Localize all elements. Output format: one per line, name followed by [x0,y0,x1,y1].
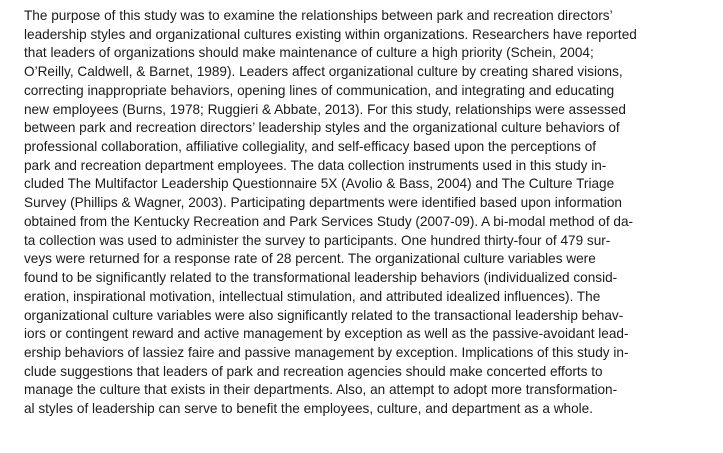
abstract-line: correcting inappropriate behaviors, opening lines of communication, and integrating and educating [24,82,615,98]
abstract-line: O’Reilly, Caldwell, & Barnet, 1989). Leaders affect organizational culture by creating shared visions, [24,64,623,80]
abstract-line: ership behaviors of lassiez faire and passive management by exception. Implications of this study in- [24,344,629,360]
abstract-line: that leaders of organizations should make maintenance of culture a high priority (Schein, 2004; [24,45,594,61]
abstract-line: leadership styles and organizational cultures existing within organizations. Researchers have reported [24,26,637,42]
abstract-line: clude suggestions that leaders of park and recreation agencies should make concerted efforts to [24,363,603,379]
abstract-line: iors or contingent reward and active management by exception as well as the passive-avoidant lead- [24,326,629,342]
abstract-line: obtained from the Kentucky Recreation and Park Services Study (2007-09). A bi-modal method of da- [24,213,634,229]
abstract-line: eration, inspirational motivation, intellectual stimulation, and attributed idealized influences). The [24,288,601,304]
abstract-line: Survey (Phillips & Wagner, 2003). Participating departments were identified based upon information [24,195,622,211]
abstract-line: The purpose of this study was to examine the relationships between park and recreation directors’ [24,8,613,23]
abstract-line: al styles of leadership can serve to benefit the employees, culture, and department as a whole. [24,401,593,417]
abstract-line: cluded The Multifactor Leadership Questionnaire 5X (Avolio & Bass, 2004) and The Culture Triage [24,176,615,192]
abstract-line: manage the culture that exists in their departments. Also, an attempt to adopt more transformation- [24,382,618,398]
abstract-line: professional collaboration, affiliative collegiality, and self-efficacy based upon the perceptions of [24,139,597,155]
abstract-line: found to be significantly related to the transformational leadership behaviors (individualized consid- [24,270,618,286]
abstract-line: ta collection was used to administer the survey to participants. One hundred thirty-four of 479 sur- [24,232,611,248]
abstract-line: veys were returned for a response rate of 28 percent. The organizational culture variables were [24,251,596,267]
abstract-line: new employees (Burns, 1978; Ruggieri & Abbate, 2013). For this study, relationships were assessed [24,101,626,117]
abstract-line: park and recreation department employees. The data collection instruments used in this study in- [24,157,607,173]
abstract-line: organizational culture variables were also significantly related to the transactional leadership behav- [24,307,624,323]
abstract-line: between park and recreation directors’ leadership styles and the organizational culture behaviors of [24,120,620,136]
abstract-paragraph [24,7,714,419]
